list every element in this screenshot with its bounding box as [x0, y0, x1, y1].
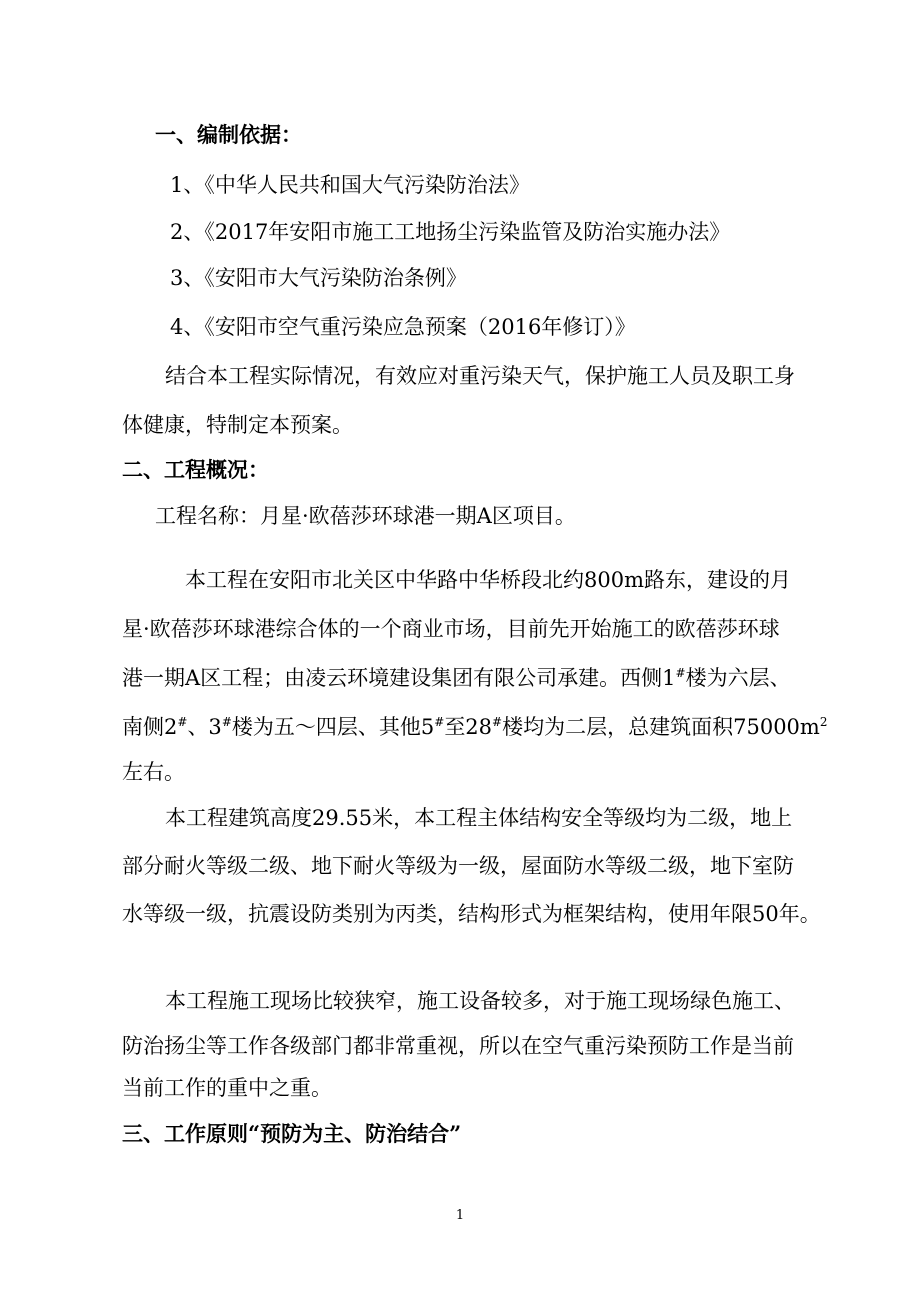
overview-para2-line-2: 部分耐火等级二级、地下耐火等级为一级，屋面防水等级二级，地下室防 — [122, 854, 794, 878]
overview-para2-line-3: 水等级一级，抗震设防类别为丙类，结构形式为框架结构，使用年限50年。 — [122, 902, 821, 926]
overview-para1-line-1: 本工程在安阳市北关区中华路中华桥段北约800m路东，建设的月 — [185, 568, 791, 592]
overview-para2-line-1: 本工程建筑高度29.55米，本工程主体结构安全等级均为二级，地上 — [165, 806, 793, 830]
basis-item-1: 1、《中华人民共和国大气污染防治法》 — [170, 173, 530, 197]
section1-heading: 一、编制依据： — [155, 122, 302, 147]
overview-para1-line-2: 星·欧蓓莎环球港综合体的一个商业市场，目前先开始施工的欧蓓莎环球 — [122, 617, 780, 641]
overview-para1-line-3: 港一期A区工程；由凌云环境建设集团有限公司承建。西侧1#楼为六层、 — [122, 666, 791, 690]
overview-para1-line-4: 南侧2#、3#楼为五～四层、其他5#至28#楼均为二层，总建筑面积$75000m^2$ — [122, 715, 828, 739]
overview-para3-line-2: 防治扬尘等工作各级部门都非常重视，所以在空气重污染预防工作是当前 — [122, 1034, 794, 1058]
overview-para1-line-5: 左右。 — [122, 760, 185, 784]
basis-item-2: 2、《2017年安阳市施工工地扬尘污染监管及防治实施办法》 — [170, 220, 731, 244]
basis-item-4: 4、《安阳市空气重污染应急预案（2016年修订）》 — [170, 315, 636, 339]
project-name: 工程名称：月星·欧蓓莎环球港一期A区项目。 — [155, 504, 576, 528]
page-number: 1 — [455, 1208, 465, 1223]
basis-item-3: 3、《安阳市大气污染防治条例》 — [170, 266, 467, 290]
section2-heading: 二、工程概况： — [122, 457, 269, 482]
overview-para3-line-3: 当前工作的重中之重。 — [122, 1076, 332, 1100]
intro-para-line-2: 体健康，特制定本预案。 — [122, 413, 353, 437]
intro-para-line-1: 结合本工程实际情况，有效应对重污染天气，保护施工人员及职工身 — [165, 364, 795, 388]
overview-para3-line-1: 本工程施工现场比较狭窄，施工设备较多，对于施工现场绿色施工、 — [165, 989, 795, 1013]
section3-heading: 三、工作原则“预防为主、防治结合” — [122, 1121, 462, 1146]
